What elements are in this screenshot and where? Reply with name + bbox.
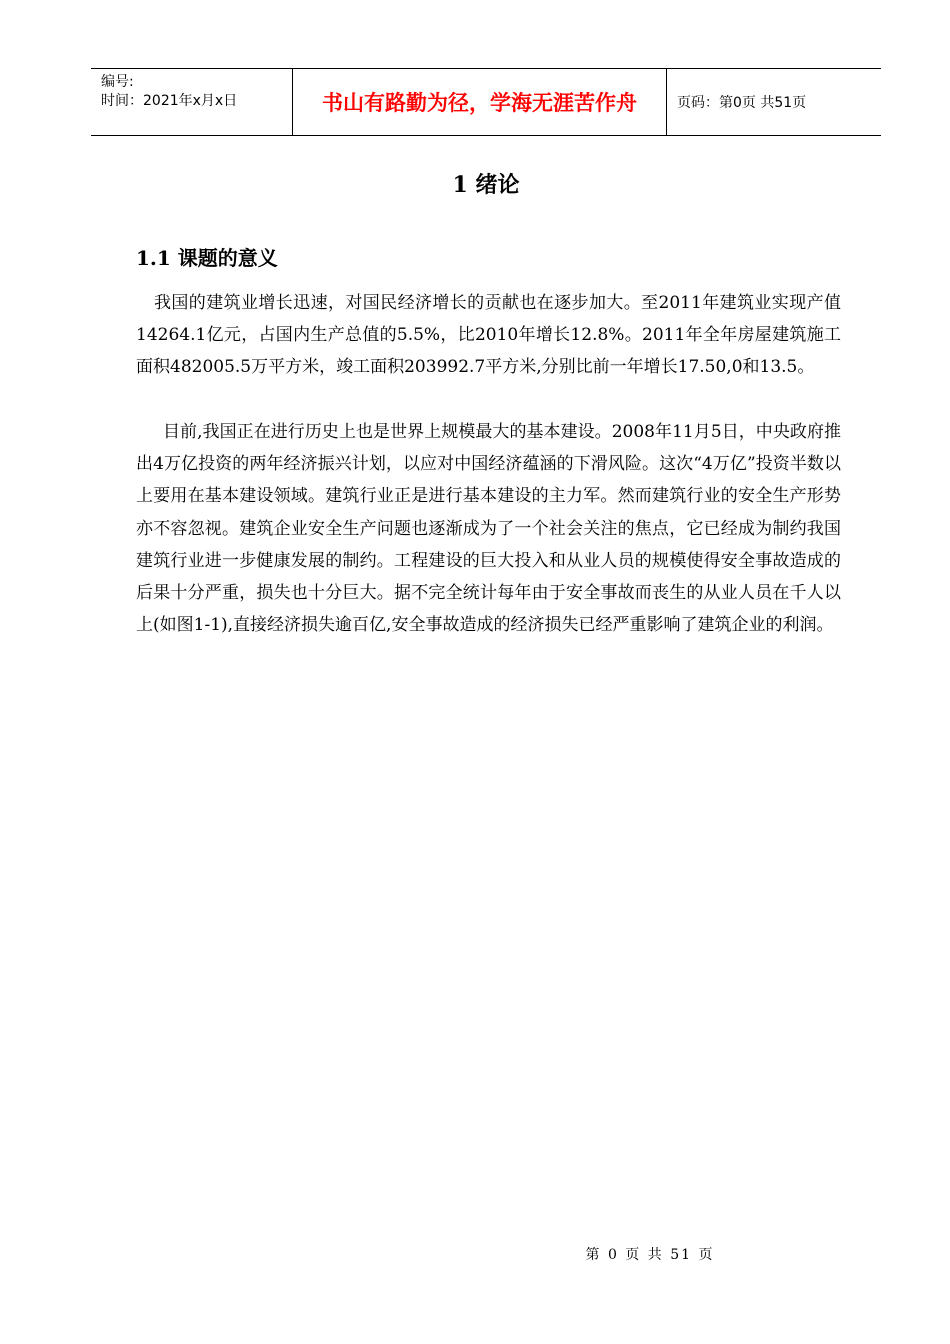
- header-left-cell: [91, 69, 293, 135]
- header-motto: 书山有路勤为径，学海无涯苦作舟: [293, 69, 667, 135]
- chapter-title: 1 绪论: [452, 172, 520, 198]
- body-paragraph: 我国的建筑业增长迅速，对国民经济增长的贡献也在逐步加大。至2011年建筑业实现产值14264.1亿元，占国内生产总值的5.5%，比2010年增长12.8%。2011年全年房屋建筑施工面积482005.5万平方米，竣工面积203992.7平方米,分别比前一年增长17.50,0和13.5。: [136, 293, 841, 378]
- page-footer: 第 0 页 共 51 页: [585, 1247, 715, 1263]
- section-title: 1.1 课题的意义: [136, 246, 278, 270]
- document-header: [91, 68, 881, 136]
- document-time-label: 时间：2021年x月x日: [101, 93, 238, 109]
- body-paragraph: 目前,我国正在进行历史上也是世界上规模最大的基本建设。2008年11月5日，中央政府推出4万亿投资的两年经济振兴计划，以应对中国经济蕴涵的下滑风险。这次“4万亿”投资半数以上要用在基本建设领域。建筑行业正是进行基本建设的主力军。然而建筑行业的安全生产形势亦不容忽视。建筑企业安全生产问题也逐渐成为了一个社会关注的焦点，它已经成为制约我国建筑行业进一步健康发展的制约。工程建设的巨大投入和从业人员的规模使得安全事故造成的后果十分严重，损失也十分巨大。据不完全统计每年由于安全事故而丧生的从业人员在千人以上(如图1-1),直接经济损失逾百亿,安全事故造成的经济损失已经严重影响了建筑企业的利润。: [136, 422, 841, 636]
- header-page-info: 页码：第0页 共51页: [677, 95, 807, 111]
- document-number-label: 编号:: [101, 74, 134, 90]
